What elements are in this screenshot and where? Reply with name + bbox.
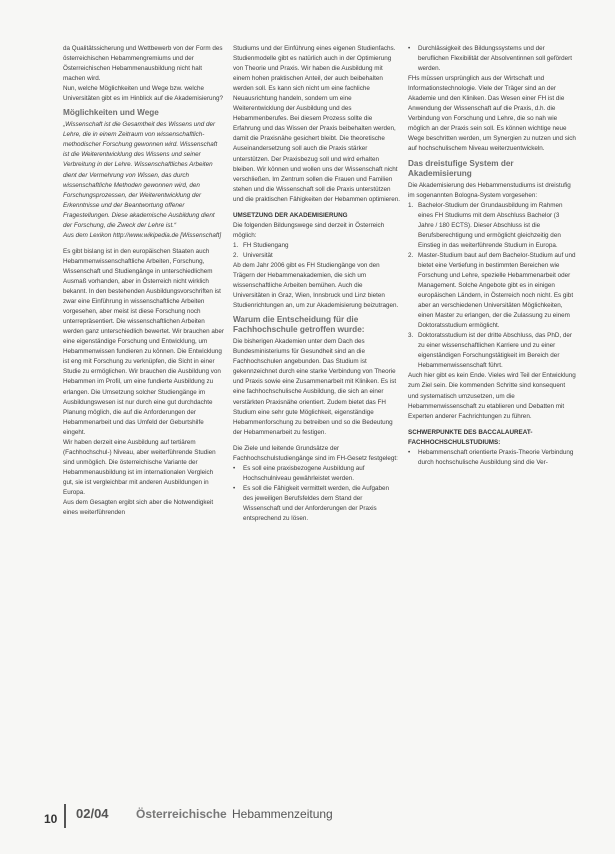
list-item: • Hebammenschaft orientierte Praxis-Theorie Verbindung durch hochschulische Ausbildung sind die Ver- <box>408 448 574 466</box>
section-heading: Möglichkeiten und Wege <box>63 108 159 118</box>
subheading: UMSETZUNG DER AKADEMISIERUNG <box>233 211 348 219</box>
list-item: • Durchlässigkeit des Bildungssystems und der beruflichen Flexibilität der Absolventinnen soll gefördert werden. <box>408 45 573 73</box>
issue-number: 02/04 <box>76 806 109 821</box>
paragraph: Die bisherigen Akademien unter dem Dach des Bundesministeriums für Gesundheit sind an die Fachhochschulen angebunden. Das Studium ist gekennzeichnet durch eine starke Verbindung von Theorie und Praxis sowie eine Zusammenarbeit mit Kliniken. Es ist eine fachhochschulische Ausbildung, die sich an einer verstärkten Praxisnähe orientiert. Zudem bietet das FH Studium eine sehr gute Möglichkeit, eigenständige Hebammenforschung zu betreiben und so die Bedeutung der Hebammenarbeit zu festigen. <box>233 338 397 436</box>
list-item: • Es soll die Fähigkeit vermittelt werden, die Aufgaben des jeweiligen Berufsfeldes dem Stand der Wissenschaft und der Anforderungen der Praxis entsprechend zu lösen. <box>233 484 389 523</box>
paragraph: Ab dem Jahr 2006 gibt es FH Studiengänge von den Trägern der Hebammenakademien, die sich um wissenschaftliche Arbeiten bemühen. Auch die Universitäten in Graz, Wien, Innsbruck und Linz bieten Studienrichtungen an, um zur Akademisierung beizutragen. <box>233 261 399 310</box>
subheading: SCHWERPUNKTE DES BACCALAUREAT-FACHHOCHSCHULSTUDIUMS: <box>408 428 533 446</box>
paragraph: Nun, welche Möglichkeiten und Wege bzw. welche Universitäten gibt es im Hinblick auf die Akademisierung? <box>63 85 223 103</box>
goals-list <box>233 464 400 524</box>
focus-list <box>408 448 576 468</box>
paragraph: da Qualitätssicherung und Wettbewerb von der Form des österreichischen Hebammengremiums und der Österreichischen Hebammenausbildung nicht halt machen wird. <box>63 45 223 83</box>
paragraph: Es gibt bislang ist in den europäischen Staaten auch Hebammenwissenschaftliche Arbeiten, Forschung, Wissenschaft und Studiengänge in unterschiedlichem Ausmaß vorhanden, aber in Österreich nicht wirklich bekannt. In den bestehenden Ausbildungsvorschriften ist zwar eine Einführung in wissenschaftliche Arbeiten vorgesehen, aber meist ist diese Forschung noch unterrepräsentiert. Die wissenschaftlichen Arbeiten werden ganz unterschiedlich bewertet. Wir brauchen aber eine eigenständige Forschung und Entwicklung, um Hebammenwissen fundieren zu können. Die Entwicklung ist eng mit Forschung zu verknüpfen, die Sicht in einer Studie zu ermöglichen. Wir brauchen die Ausbildung von Hebammen im Profil, um eine fundierte Ausbildung zu erlangen. Die Umsetzung solcher Studiengänge im Ausbildungswesen ist nur durch eine gut durchdachte Planung möglich, die auf die Anforderungen der Hebammenarbeit und das Umfeld der Geburtshilfe eingeht. <box>63 247 225 436</box>
column-3 <box>408 44 576 468</box>
paragraph: Studienmodelle gibt es natürlich auch in der Optimierung von Theorie und Praxis. Wir haben die Ausbildung mit einem hohen praktischen Anteil, der auch beibehalten werden soll. Es kann sich nicht um eine fachliche Neuausrichtung handeln, sondern um eine Weiterentwicklung der Ausbildung und des Hebammenberufes. Bei diesem Prozess sollte die Erfahrung und das Wissen der Praxis beibehalten werden, damit die Praxisnähe gesichert bleibt. Die theoretische Auseinandersetzung soll auch die Praxis stärker unterstützen. Der Praxisbezug soll und wird erhalten bleiben. Wir können und wollen uns der Wissenschaft nicht verschließen. Im Zentrum sollen die Frauen und Familien stehen und die Wissenschaft soll die Praxis unterstützen und die praktischen Fähigkeiten der Hebammen optimieren. <box>233 55 400 203</box>
quote-source: Aus dem Lexikon http://www.wikipedia.de [Wissenschaft] <box>63 231 222 239</box>
quote: „Wissenschaft ist die Gesamtheit des Wissens und der Lehre, die in einem Zeitraum von wissenschaftlich-methodischer Forschung gewonnen wird. Wissenschaft ist die Weiterentwicklung des Wissens und seiner Verbreitung in der Lehre. Wissenschaftliches Arbeiten dient der Vermehrung von Wissen, das durch wissenschaftliche Methoden gewonnen wird, den Forschungsprozessen, der Weiterentwicklung der Erkenntnisse und der Beantwortung offener Fragestellungen. Diese akademische Ausbildung dient der Forschung, die Zweck der Lehre ist.“ <box>63 121 218 229</box>
paragraph: Die folgenden Bildungswege sind derzeit in Österreich möglich: <box>233 221 385 239</box>
intro-list <box>408 44 576 74</box>
steps-list <box>408 201 576 372</box>
paragraph: Studiums und der Einführung eines eigenen Studienfachs. <box>233 45 396 52</box>
page-number: 10 <box>44 812 58 826</box>
column-2 <box>233 44 400 524</box>
column-1 <box>63 44 225 518</box>
magazine-title-part1: Österreichische <box>136 807 227 821</box>
magazine-title-part2: Hebammenzeitung <box>232 807 333 821</box>
footer-divider <box>64 804 66 828</box>
section-heading: Das dreistufige System der Akademisierung <box>408 158 514 178</box>
list-item: 3. Doktoratsstudium ist der dritte Abschluss, das PhD, der zu einer wissenschaftlichen Karriere und zu einer eigenständigen Forschungstätigkeit im Bereich der Hebammenwissenschaft führt. <box>408 332 572 370</box>
paragraph: FHs müssen ursprünglich aus der Wirtschaft und Informationstechnologie. Viele der Träger sind an der Akademie und den Kliniken. Das Wesen einer FH ist die Anwendung der Wissenschaft auf die Praxis, d.h. die Verbindung von Forschung und Lehre, die so nah wie möglich an der Praxis sein soll. Es können wichtige neue Wege beschritten werden, um Synergien zu nutzen und sich auf hochschulischem Niveau weiterzuentwickeln. <box>408 75 576 153</box>
paragraph: Aus dem Gesagten ergibt sich aber die Notwendigkeit eines weiterführenden <box>63 499 214 517</box>
list-item: 1. Bachelor-Studium der Grundausbildung im Rahmen eines FH Studiums mit dem Abschluss Bachelor (3 Jahre / 180 ECTS). Dieser Abschluss ist die Berufsberechtigung und ermöglicht gleichzeitig den Einstieg in das weiterführende Studium in Europa. <box>408 201 563 249</box>
paragraph: Auch hier gibt es kein Ende. Vieles wird Teil der Entwicklung zum Ziel sein. Die kommenden Schritte sind konsequent und systematisch umzusetzen, um die Hebammenwissenschaft zu etablieren und Debatten mit Experten anderer Fachrichtungen zu führen. <box>408 372 576 420</box>
list-item: 2. Master-Studium baut auf dem Bachelor-Studium auf und bietet eine Vertiefung in bestimmten Bereichen wie Forschung und Lehre, spezielle Hebammenarbeit oder Management. Solche Angebote gibt es in einigen europäischen Ländern, in Österreich noch nicht. Es gibt aber an verschiedenen Universitäten Möglichkeiten, einen Master zu erlangen, der die Zulassung zu einem Doktoratsstudium ermöglicht. <box>408 251 576 330</box>
list-item: 2. Universität <box>233 251 273 259</box>
paragraph: Die Akademisierung des Hebammenstudiums ist dreistufig im sogenannten Bologna-System vorgesehen: <box>408 181 571 199</box>
list-item: 1. FH Studiengang <box>233 241 289 249</box>
list-item: • Es soll eine praxisbezogene Ausbildung auf Hochschulniveau gewährleistet werden. <box>233 464 365 482</box>
paragraph: Die Ziele und leitende Grundsätze der Fachhochschulstudiengänge sind im FH-Gesetz festgelegt: <box>233 444 398 462</box>
page-footer <box>44 802 584 832</box>
paragraph: Wir haben derzeit eine Ausbildung auf tertiärem (Fachhochschul-) Niveau, aber weiterführende Studien sind unmöglich. Die österreichische Variante der Hebammenausbildung ist im internationalen Vergleich gut, sie ist vergleichbar mit anderen Ausbildungen in Europa. <box>63 438 216 496</box>
section-heading: Warum die Entscheidung für die Fachhochschule getroffen wurde: <box>233 315 365 335</box>
options-list <box>233 241 400 261</box>
